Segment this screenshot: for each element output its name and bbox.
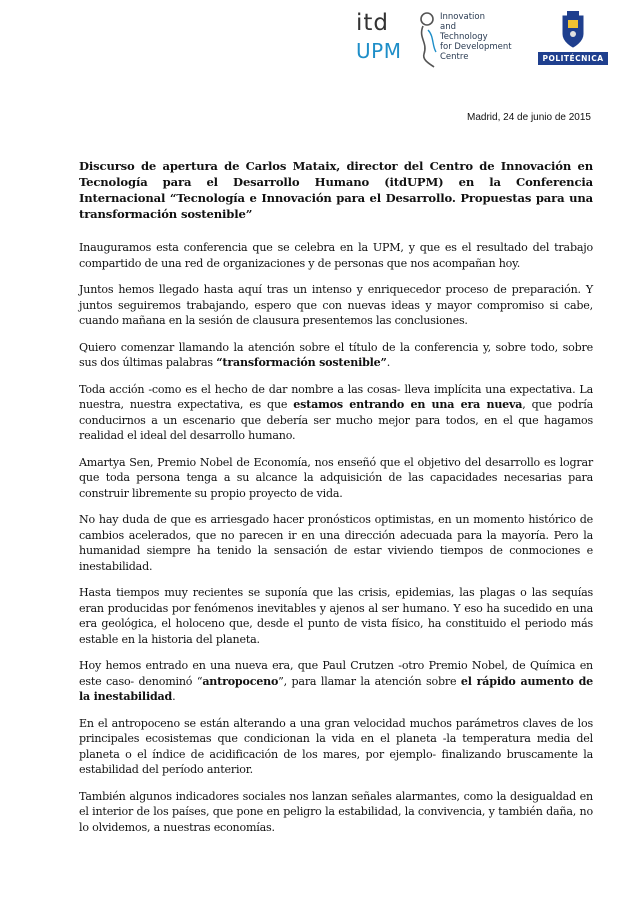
centre-line: Centre (440, 52, 469, 62)
paragraph-text: . (172, 690, 176, 703)
centre-line: Innovation (440, 12, 486, 22)
itdupm-logo (356, 10, 531, 70)
document-title-block (79, 158, 593, 222)
paragraph: Juntos hemos llegado hasta aquí tras un intenso y enriquecedor proceso de preparación. Y juntos seguiremos trabajando, espero que con nuevas ideas y mayor compromiso si cabe, cuando mañana en la sesión de clausura presentemos las conclusiones. (79, 283, 593, 327)
paragraph (79, 340, 593, 371)
paragraph (79, 382, 593, 444)
paragraph: En el antropoceno se están alterando a una gran velocidad muchos parámetros claves de los principales ecosistemas que condicionan la vida en el planeta -la temperatura media del planeta o el índice de acidificación de los mares, por ejemplo- finalizando bruscamente la estabilidad del período anterior. (79, 716, 593, 776)
paragraph-text: , que podría conducirnos a un escenario que debería ser mucho mejor para todos, en el que hagamos realidad el ideal del desarrollo humano. (79, 398, 593, 442)
paragraph: También algunos indicadores sociales nos lanzan señales alarmantes, como la desigualdad en el interior de los países, que pone en peligro la estabilidad, la convivencia, y también daña, no lo olvidemos, a nuestras economías. (79, 789, 593, 834)
paragraph-text: ”, para llamar la atención sobre (278, 674, 461, 688)
paragraph-text: Hoy hemos entrado en una nueva era, que Paul Crutzen -otro Premio Nobel, de Química en este caso- denominó “ (79, 659, 593, 688)
document-body (79, 240, 593, 846)
paragraph: Inauguramos esta conferencia que se celebra en la UPM, y que es el resultado del trabajo compartido de una red de organizaciones y de personas que nos acompañan hoy. (79, 241, 593, 270)
paragraph: Hasta tiempos muy recientes se suponía que las crisis, epidemias, las plagas o las sequías eran producidas por fenómenos inevitables y ajenos al ser humano. Y eso ha sucedido en una era geológica, el holoceno que, desde el punto de vista físico, ha constituido el periodo más estable en la historia del planeta. (79, 586, 593, 646)
paragraph (79, 658, 593, 705)
paragraph-text: Toda acción -como es el hecho de dar nombre a las cosas- lleva implícita una expectativa. La nuestra, nuestra expectativa, es que (79, 382, 593, 411)
document-date: Madrid, 24 de junio de 2015 (467, 112, 591, 123)
upm-logo-text: UPM (356, 39, 402, 63)
itd-centre-name (440, 12, 512, 62)
politecnica-label: POLITÉCNICA (538, 52, 608, 65)
itd-logo-text: itd (356, 10, 390, 36)
centre-line: and (440, 22, 456, 32)
centre-line: for Development (440, 42, 512, 52)
page-header (0, 0, 638, 70)
person-figure-icon (414, 10, 440, 68)
emphasis-text: estamos entrando en una era nueva (293, 398, 523, 411)
paragraph: No hay duda de que es arriesgado hacer pronósticos optimistas, en un momento histórico de cambios acelerados, que no parecen ir en una dirección adecuada para la mayoría. Pero la humanidad siempre ha tenido la sensación de estar viviendo tiempos de conmociones e inestabilidad. (79, 513, 593, 573)
paragraph-text: . (386, 356, 391, 369)
emphasis-text: “transformación sostenible” (216, 356, 387, 369)
emphasis-text: el rápido aumento de la inestabilidad (79, 674, 593, 703)
university-crest-icon (559, 10, 587, 50)
emphasis-text: antropoceno (202, 674, 279, 688)
upm-politecnica-logo (538, 10, 608, 68)
document-title: Discurso de apertura de Carlos Mataix, director del Centro de Innovación en Tecnología para el Desarrollo Humano (itdUPM) en la Conferencia Internacional “Tecnología e Innovación para el Desarrollo. Propuestas para una transformación sostenible” (79, 159, 593, 221)
paragraph-text: Quiero comenzar llamando la atención sobre el título de la conferencia y, sobre todo, sobre sus dos últimas palabras (79, 340, 593, 369)
centre-line: Technology (440, 32, 488, 42)
paragraph: Amartya Sen, Premio Nobel de Economía, nos enseñó que el objetivo del desarrollo es lograr que toda persona tenga a su alcance la adquisición de las capacidades necesarias para construir libremente su propio proyecto de vida. (79, 455, 593, 500)
